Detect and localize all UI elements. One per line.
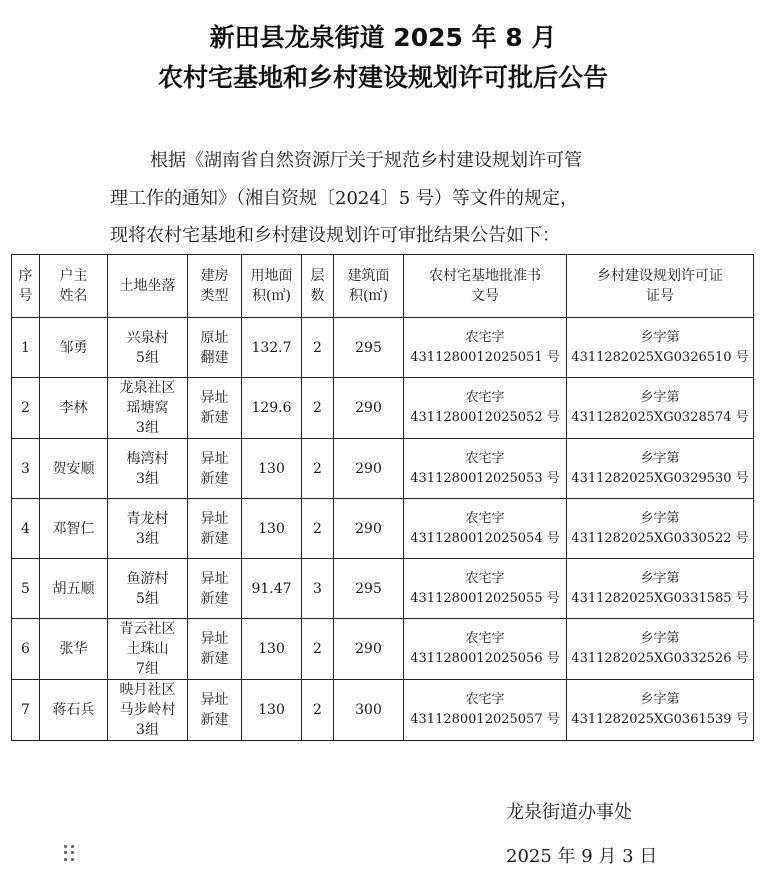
planning-permit-no-cell [567, 439, 754, 499]
header-build-type-text: 建房 类型 [200, 268, 229, 304]
land-location-cell [108, 318, 188, 378]
row-index-cell [12, 680, 40, 741]
header-owner-name [40, 255, 108, 318]
land-area: 129.6 [251, 400, 292, 416]
floors: 2 [313, 702, 322, 718]
building-area-cell [334, 559, 404, 619]
header-homestead-permit-no-text: 农村宅基地批准书 文号 [429, 268, 541, 304]
building-area: 290 [355, 641, 382, 657]
row-index-cell [12, 619, 40, 680]
row-index: 2 [21, 400, 30, 416]
owner-name-cell [40, 378, 108, 439]
planning-permit-no: 乡字第 4311282025XG0326510 号 [571, 329, 749, 365]
row-index: 4 [21, 520, 30, 537]
floors-cell [302, 559, 334, 619]
land-location: 兴泉村 5组 [126, 329, 169, 366]
land-location-cell [108, 559, 188, 619]
land-area-cell [242, 318, 302, 378]
building-area: 295 [355, 580, 382, 597]
building-area: 290 [355, 520, 382, 537]
building-area-cell [334, 439, 404, 499]
build-type-cell [188, 619, 242, 680]
build-type-cell [188, 439, 242, 499]
planning-permit-no: 乡字第 4311282025XG0329530 号 [571, 450, 749, 486]
row-index: 6 [21, 641, 30, 657]
homestead-permit-no: 农宅字 4311280012025054 号 [410, 510, 560, 546]
table-body [12, 318, 754, 741]
build-type-cell [188, 499, 242, 559]
header-planning-permit-no-text: 乡村建设规划许可证 证号 [597, 268, 723, 304]
planning-permit-no: 乡字第 4311282025XG0332526 号 [571, 631, 749, 666]
land-location-cell [108, 439, 188, 499]
table-row [12, 318, 754, 378]
build-type-cell [188, 318, 242, 378]
land-location-cell [108, 378, 188, 439]
land-location: 龙泉社区 瑶塘窝 3组 [119, 380, 176, 436]
planning-permit-no-cell [567, 619, 754, 680]
table-row [12, 439, 754, 499]
homestead-permit-no: 农宅字 4311280012025056 号 [410, 631, 560, 666]
homestead-permit-no: 农宅字 4311280012025051 号 [410, 329, 560, 365]
build-type: 异址 新建 [200, 692, 229, 728]
row-index-cell [12, 439, 40, 499]
land-area: 132.7 [251, 339, 292, 356]
owner-name-cell [40, 559, 108, 619]
header-land-location [108, 255, 188, 318]
owner-name-cell [40, 499, 108, 559]
homestead-permit-no-cell [404, 680, 567, 741]
build-type-cell [188, 680, 242, 741]
homestead-permit-no-cell [404, 378, 567, 439]
table-row [12, 619, 754, 680]
planning-permit-no: 乡字第 4311282025XG0331585 号 [571, 570, 749, 606]
land-area-cell [242, 499, 302, 559]
land-area-cell [242, 439, 302, 499]
header-homestead-permit-no [404, 255, 567, 318]
floors: 3 [313, 580, 322, 597]
table-row [12, 378, 754, 439]
owner-name: 贺安顺 [52, 460, 95, 477]
building-area: 290 [355, 460, 382, 477]
row-index-cell [12, 499, 40, 559]
land-area-cell [242, 619, 302, 680]
notice-title-line1: 新田县龙泉街道 2025 年 8 月 [209, 23, 557, 52]
homestead-permit-no: 农宅字 4311280012025055 号 [410, 570, 560, 606]
land-area: 130 [258, 702, 285, 718]
row-index-cell [12, 559, 40, 619]
table-row [12, 680, 754, 741]
header-land-area [242, 255, 302, 318]
land-location: 映月社区 马步岭村 3组 [119, 682, 176, 738]
floors-cell [302, 619, 334, 680]
homestead-permit-no: 农宅字 4311280012025057 号 [410, 692, 560, 727]
building-area-cell [334, 378, 404, 439]
building-area-cell [334, 318, 404, 378]
land-location-cell [108, 680, 188, 741]
build-type: 异址 新建 [200, 390, 229, 426]
header-building-area [334, 255, 404, 318]
floors-cell [302, 378, 334, 439]
land-area-cell [242, 680, 302, 741]
row-index: 7 [21, 702, 30, 718]
land-area-cell [242, 559, 302, 619]
land-area: 130 [258, 641, 285, 657]
owner-name: 邓智仁 [52, 520, 95, 537]
owner-name: 张华 [59, 641, 88, 657]
owner-name: 邹勇 [59, 339, 88, 356]
row-index: 3 [21, 460, 30, 477]
floors: 2 [313, 339, 322, 356]
intro-line1: 根据《湖南省自然资源厅关于规范乡村建设规划许可管 [150, 150, 582, 171]
notice-title-line2: 农村宅基地和乡村建设规划许可批后公告 [157, 63, 608, 92]
planning-permit-no-cell [567, 559, 754, 619]
building-area: 290 [355, 400, 382, 416]
floors: 2 [313, 520, 322, 537]
planning-permit-no-cell [567, 378, 754, 439]
homestead-permit-no: 农宅字 4311280012025052 号 [410, 390, 560, 425]
floors-cell [302, 680, 334, 741]
land-area-cell [242, 378, 302, 439]
planning-permit-no-cell [567, 499, 754, 559]
table-header-row [12, 255, 754, 318]
row-index-cell [12, 378, 40, 439]
floors: 2 [313, 641, 322, 657]
planning-permit-no: 乡字第 4311282025XG0330522 号 [571, 510, 749, 546]
build-type: 原址 翻建 [200, 329, 229, 366]
building-area: 300 [355, 702, 382, 718]
issue-date: 2025 年 9 月 3 日 [506, 846, 658, 867]
owner-name-cell [40, 439, 108, 499]
land-area: 91.47 [251, 580, 292, 597]
build-type: 异址 新建 [200, 450, 229, 487]
land-location-cell [108, 619, 188, 680]
owner-name: 李林 [59, 400, 88, 416]
intro-line2: 理工作的通知》（湘自资规〔2024〕5 号）等文件的规定， [110, 188, 578, 209]
floors-cell [302, 318, 334, 378]
homestead-permit-no-cell [404, 559, 567, 619]
header-floors [302, 255, 334, 318]
owner-name-cell [40, 318, 108, 378]
land-location-cell [108, 499, 188, 559]
floors-cell [302, 439, 334, 499]
floors: 2 [313, 460, 322, 477]
land-location: 青云社区 土珠山 7组 [119, 621, 176, 677]
land-area: 130 [258, 520, 285, 537]
approval-table [11, 254, 754, 741]
land-location: 鱼游村 5组 [126, 570, 169, 607]
header-index-text: 序 号 [18, 268, 33, 304]
homestead-permit-no-cell [404, 439, 567, 499]
header-land-area-text: 用地面 积(㎡) [250, 268, 293, 304]
land-location: 青龙村 3组 [126, 510, 169, 547]
homestead-permit-no: 农宅字 4311280012025053 号 [410, 450, 560, 486]
building-area-cell [334, 680, 404, 741]
homestead-permit-no-cell [404, 318, 567, 378]
header-owner-name-text: 户主 姓名 [59, 268, 88, 304]
table-row [12, 499, 754, 559]
header-building-area-text: 建筑面 积(㎡) [347, 268, 390, 304]
owner-name: 胡五顺 [52, 580, 95, 597]
issuing-office: 龙泉街道办事处 [506, 802, 632, 823]
planning-permit-no: 乡字第 4311282025XG0328574 号 [571, 390, 749, 425]
land-area: 130 [258, 460, 285, 477]
build-type: 异址 新建 [200, 570, 229, 607]
planning-permit-no-cell [567, 318, 754, 378]
header-planning-permit-no [567, 255, 754, 318]
floors: 2 [313, 400, 322, 416]
build-type: 异址 新建 [200, 631, 229, 667]
row-index: 5 [21, 580, 30, 597]
owner-name: 蒋石兵 [52, 702, 95, 718]
header-build-type [188, 255, 242, 318]
build-type: 异址 新建 [200, 510, 229, 547]
building-area: 295 [355, 339, 382, 356]
building-area-cell [334, 619, 404, 680]
row-index: 1 [21, 339, 30, 356]
owner-name-cell [40, 619, 108, 680]
header-floors-text: 层 数 [310, 268, 325, 304]
build-type-cell [188, 378, 242, 439]
drag-handle-icon[interactable] [64, 845, 74, 861]
build-type-cell [188, 559, 242, 619]
building-area-cell [334, 499, 404, 559]
homestead-permit-no-cell [404, 499, 567, 559]
header-land-location-text: 土地坐落 [119, 278, 176, 294]
planning-permit-no: 乡字第 4311282025XG0361539 号 [571, 692, 749, 727]
owner-name-cell [40, 680, 108, 741]
land-location: 梅湾村 3组 [126, 450, 169, 487]
homestead-permit-no-cell [404, 619, 567, 680]
intro-line3: 现将农村宅基地和乡村建设规划许可审批结果公告如下： [110, 225, 560, 246]
planning-permit-no-cell [567, 680, 754, 741]
header-index [12, 255, 40, 318]
row-index-cell [12, 318, 40, 378]
table-row [12, 559, 754, 619]
floors-cell [302, 499, 334, 559]
